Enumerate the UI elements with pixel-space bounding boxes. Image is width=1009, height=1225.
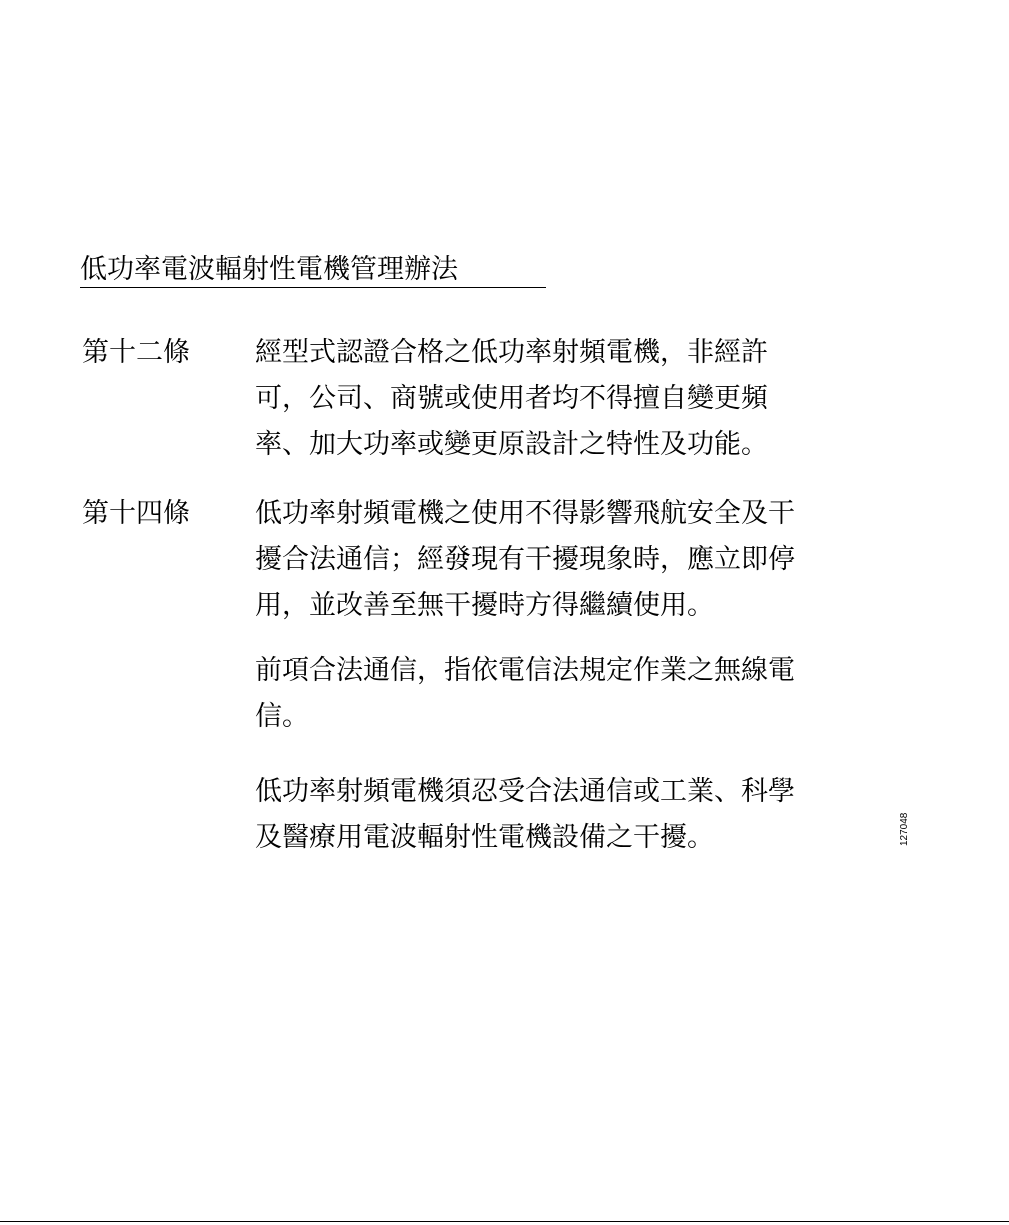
article-12-paragraph-1 [255, 330, 925, 468]
article-label-14: 第十四條 [82, 498, 190, 529]
text-line: 及醫療用電波輻射性電機設備之干擾。 [255, 822, 714, 853]
article-14-paragraph-2 [255, 648, 925, 740]
text-line: 前項合法通信，指依電信法規定作業之無線電 [255, 655, 795, 686]
article-label-12: 第十二條 [82, 337, 190, 368]
article-14-paragraph-1 [255, 491, 925, 629]
text-line: 低功率射頻電機須忍受合法通信或工業、科學 [255, 776, 795, 807]
text-line: 率、加大功率或變更原設計之特性及功能。 [255, 429, 768, 460]
text-line: 經型式認證合格之低功率射頻電機，非經許 [255, 337, 768, 368]
text-line: 信。 [255, 701, 309, 732]
bottom-rule [0, 1221, 1009, 1222]
text-line: 低功率射頻電機之使用不得影響飛航安全及干 [255, 498, 795, 529]
text-line: 用，並改善至無干擾時方得繼續使用。 [255, 590, 714, 621]
document-title: 低功率電波輻射性電機管理辦法 [80, 253, 546, 288]
article-14-paragraph-3 [255, 769, 925, 861]
text-line: 可，公司、商號或使用者均不得擅自變更頻 [255, 383, 768, 414]
text-line: 擾合法通信；經發現有干擾現象時，應立即停 [255, 544, 795, 575]
figure-code: 127048 [899, 812, 910, 846]
